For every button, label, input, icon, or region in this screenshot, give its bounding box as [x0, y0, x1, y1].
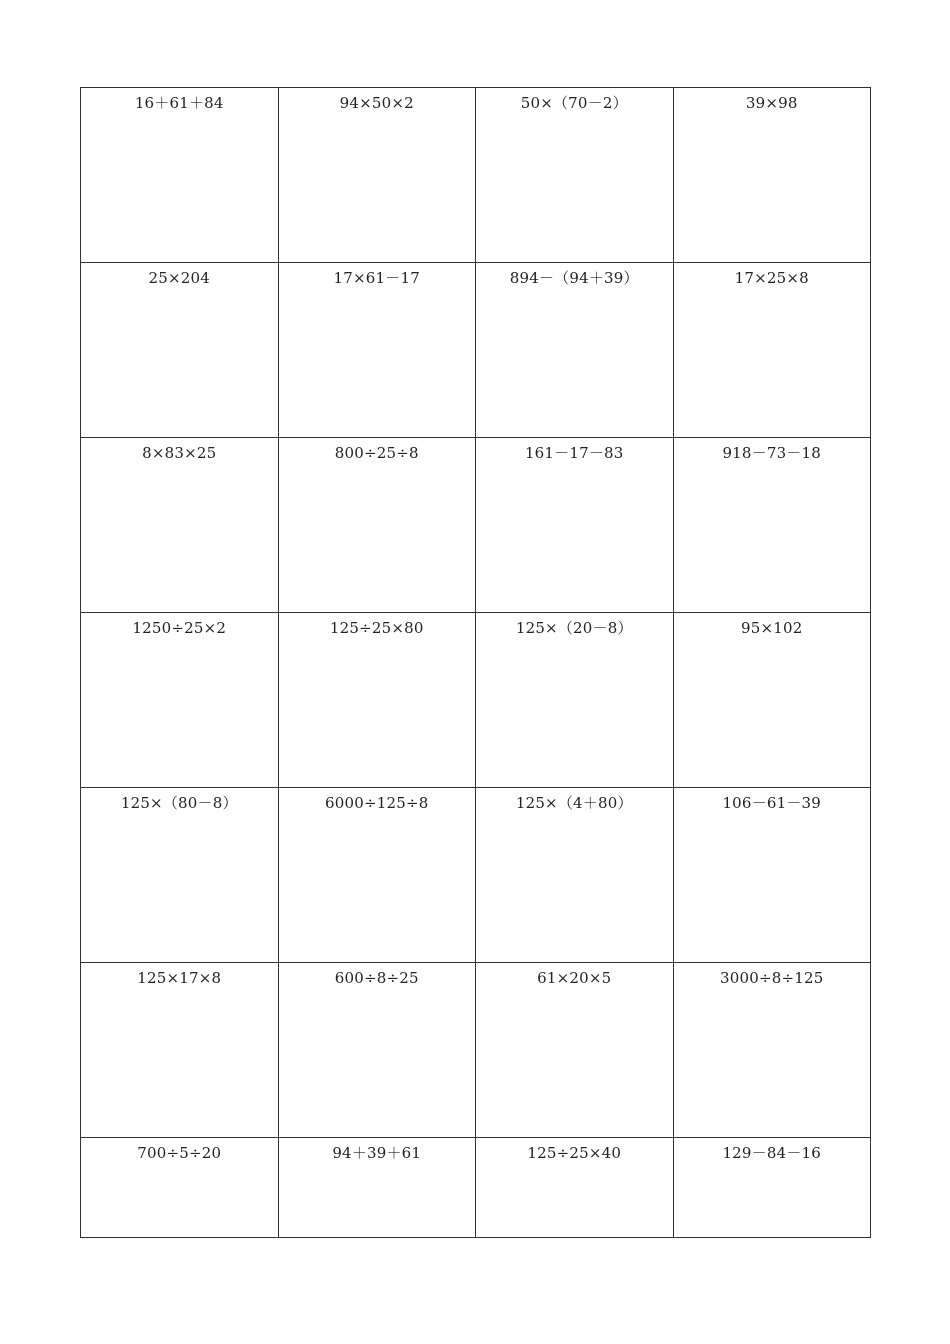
- problem-expression: 61×20×5: [537, 969, 612, 987]
- problem-expression: 125÷25×40: [527, 1144, 622, 1162]
- problem-cell: [279, 1138, 477, 1238]
- problem-cell: [81, 88, 279, 263]
- problem-cell: [279, 963, 477, 1138]
- problem-expression: 161－17－83: [524, 444, 624, 462]
- problem-expression: 3000÷8÷125: [720, 969, 824, 987]
- problem-expression: 918－73－18: [722, 444, 822, 462]
- problem-cell: [476, 438, 674, 613]
- problem-cell: [476, 1138, 674, 1238]
- problem-expression: 125×（80－8）: [120, 794, 238, 812]
- problem-cell: [81, 438, 279, 613]
- problem-grid: [81, 88, 871, 1238]
- problem-expression: 8×83×25: [142, 444, 217, 462]
- problem-expression: 94×50×2: [339, 94, 414, 112]
- problem-expression: 894－（94＋39）: [509, 269, 639, 287]
- problem-cell: [279, 88, 477, 263]
- problem-cell: [81, 613, 279, 788]
- problem-cell: [476, 788, 674, 963]
- problem-expression: 17×25×8: [734, 269, 809, 287]
- problem-cell: [674, 1138, 872, 1238]
- problem-cell: [674, 263, 872, 438]
- problem-cell: [674, 963, 872, 1138]
- problem-cell: [476, 263, 674, 438]
- problem-expression: 6000÷125÷8: [325, 794, 429, 812]
- problem-cell: [279, 788, 477, 963]
- problem-expression: 25×204: [148, 269, 210, 287]
- problem-expression: 125×（20－8）: [515, 619, 633, 637]
- problem-expression: 16＋61＋84: [134, 94, 224, 112]
- problem-cell: [674, 438, 872, 613]
- problem-expression: 50×（70－2）: [520, 94, 628, 112]
- problem-expression: 600÷8÷25: [334, 969, 419, 987]
- problem-cell: [279, 613, 477, 788]
- problem-cell: [279, 263, 477, 438]
- problem-expression: 129－84－16: [722, 1144, 822, 1162]
- problem-cell: [674, 88, 872, 263]
- worksheet-table: [80, 87, 871, 1238]
- problem-cell: [81, 963, 279, 1138]
- problem-expression: 95×102: [741, 619, 803, 637]
- problem-expression: 125×17×8: [137, 969, 222, 987]
- problem-expression: 106－61－39: [722, 794, 822, 812]
- problem-expression: 17×61－17: [333, 269, 420, 287]
- problem-cell: [81, 1138, 279, 1238]
- problem-expression: 1250÷25×2: [132, 619, 227, 637]
- problem-expression: 700÷5÷20: [137, 1144, 222, 1162]
- problem-cell: [674, 613, 872, 788]
- problem-cell: [476, 88, 674, 263]
- problem-cell: [279, 438, 477, 613]
- problem-cell: [81, 263, 279, 438]
- problem-expression: 94＋39＋61: [332, 1144, 422, 1162]
- problem-cell: [81, 788, 279, 963]
- problem-expression: 125÷25×80: [329, 619, 424, 637]
- problem-expression: 800÷25÷8: [334, 444, 419, 462]
- problem-expression: 125×（4＋80）: [515, 794, 633, 812]
- problem-cell: [476, 963, 674, 1138]
- problem-cell: [674, 788, 872, 963]
- problem-expression: 39×98: [745, 94, 798, 112]
- problem-cell: [476, 613, 674, 788]
